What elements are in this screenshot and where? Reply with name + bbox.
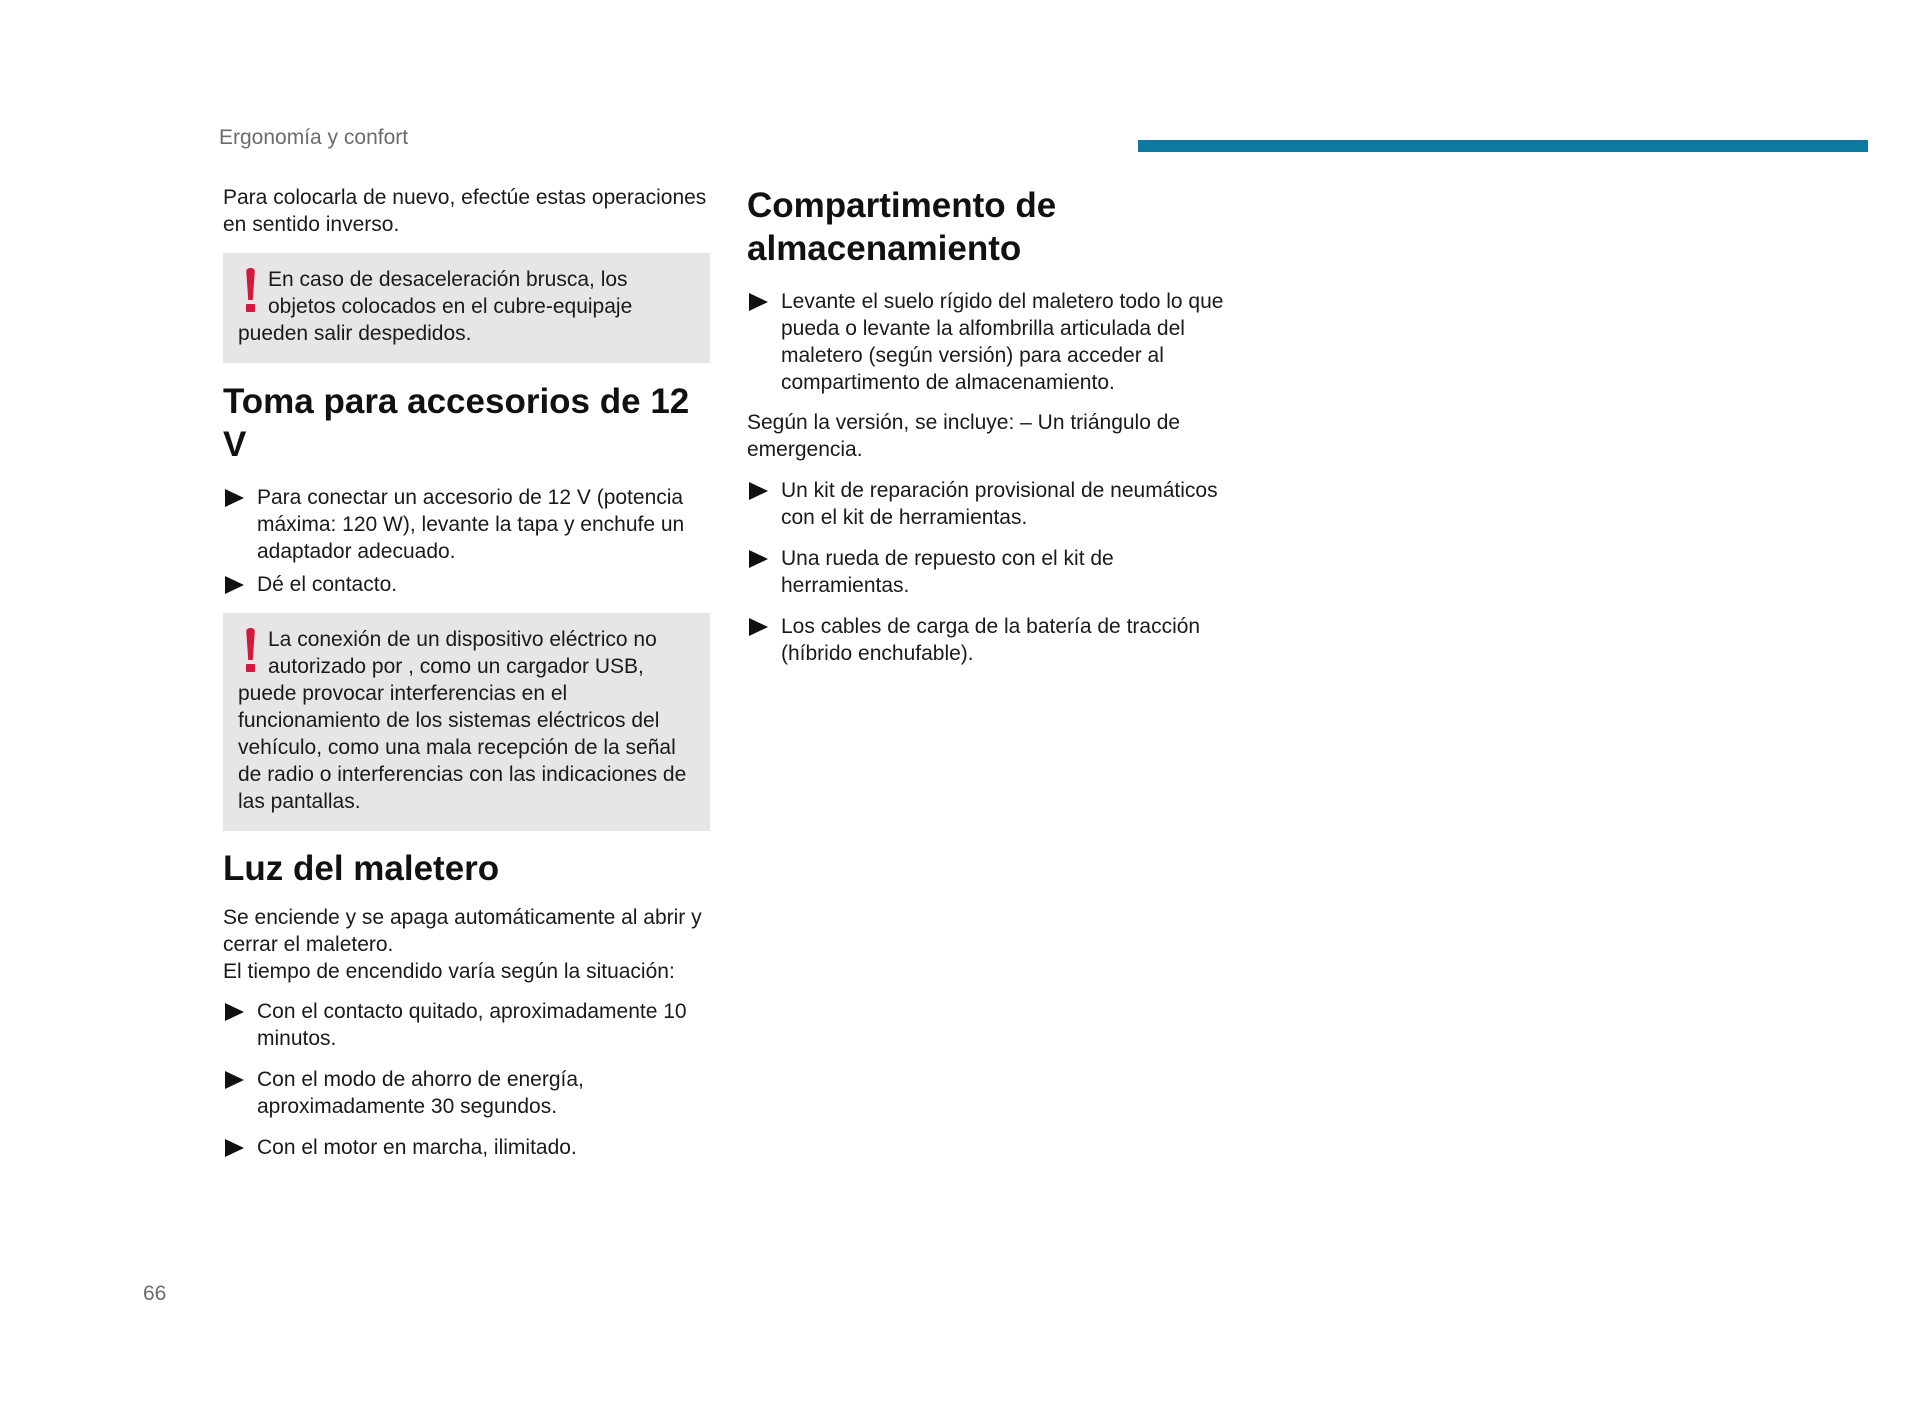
version-paragraph: Según la versión, se incluye: – Un triángulo de emergencia.: [747, 411, 1181, 461]
list-item: Con el contacto quitado, aproximadamente 10 minutos.: [223, 998, 710, 1052]
list-item: Dé el contacto.: [223, 571, 710, 598]
list-item: Una rueda de repuesto con el kit de herramientas.: [747, 545, 1247, 599]
warning-text: En caso de desaceleración brusca, los objetos colocados en el cubre-equipaje pueden salir despedidos.: [238, 268, 633, 345]
list-item: Levante el suelo rígido del maletero todo lo que pueda o levante la alfombrilla articulada del maletero (según versión) para acceder al compartimento de almacenamiento.: [747, 288, 1247, 396]
heading-toma-accesorios: Toma para accesorios de 12 V: [223, 382, 690, 464]
toma-list: [223, 484, 710, 598]
warning-text: La conexión de un dispositivo eléctrico no autorizado por , como un cargador USB, puede provocar interferencias en el funcionamiento de los sistemas eléctricos del vehículo, como una mala recepción de la señal de radio o interferencias con las indicaciones de las pantallas.: [238, 628, 687, 813]
heading-luz-maletero: Luz del maletero: [223, 849, 500, 888]
compartimento-list-first: [747, 288, 1247, 396]
warning-box-usb: [223, 613, 710, 831]
exclamation-warning-icon: [238, 266, 264, 316]
list-item: Los cables de carga de la batería de tracción (híbrido enchufable).: [747, 613, 1247, 667]
left-column: [223, 184, 710, 1161]
heading-compartimento: Compartimento de almacenamiento: [747, 186, 1057, 268]
luz-paragraph-timing: El tiempo de encendido varía según la situación:: [223, 960, 675, 983]
compartimento-list: [747, 477, 1247, 667]
list-item: Para conectar un accesorio de 12 V (potencia máxima: 120 W), levante la tapa y enchufe un adaptador adecuado.: [223, 484, 710, 565]
intro-paragraph: Para colocarla de nuevo, efectúe estas operaciones en sentido inverso.: [223, 186, 707, 236]
exclamation-warning-icon: [238, 626, 264, 676]
list-item: Con el modo de ahorro de energía, aproximadamente 30 segundos.: [223, 1066, 710, 1120]
header-accent-bar: [1138, 140, 1868, 152]
page-number: 66: [143, 1282, 167, 1305]
luz-paragraph: Se enciende y se apaga automáticamente al abrir y cerrar el maletero.: [223, 906, 702, 956]
list-item: Un kit de reparación provisional de neumáticos con el kit de herramientas.: [747, 477, 1247, 531]
list-item: Con el motor en marcha, ilimitado.: [223, 1134, 710, 1161]
luz-list: [223, 998, 710, 1161]
section-label: Ergonomía y confort: [219, 126, 409, 149]
right-column: [747, 184, 1247, 667]
warning-box-cargo: [223, 253, 710, 363]
